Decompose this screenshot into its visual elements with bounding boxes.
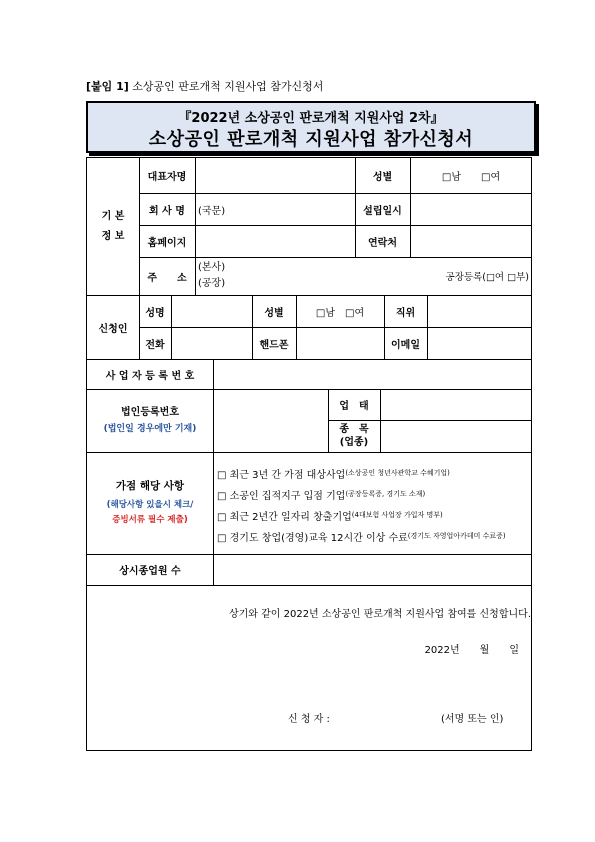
applicant-name-label: 성명 bbox=[145, 307, 165, 319]
corp-reg-label-cell bbox=[87, 389, 213, 452]
corp-reg-field[interactable] bbox=[214, 390, 327, 451]
bonus-note-1: (해당사항 있을시 체크/ bbox=[106, 499, 194, 510]
address-field[interactable] bbox=[198, 259, 398, 293]
page-title: 소상공인 판로개척 지원사업 참가신청서 bbox=[148, 129, 474, 150]
declaration-date[interactable]: 2022년 월 일 bbox=[424, 644, 519, 656]
address-hq: (본사) bbox=[198, 262, 226, 273]
address-label: 주 소 bbox=[147, 272, 187, 284]
bonus-item-4[interactable] bbox=[217, 527, 506, 545]
section-label-line: 정 보 bbox=[101, 230, 125, 242]
homepage-label: 홈페이지 bbox=[147, 237, 187, 249]
mobile-label: 핸드폰 bbox=[259, 339, 289, 351]
applicant-section-label: 신청인 bbox=[98, 323, 128, 335]
bonus-item-text: □ 최근 3년 간 가점 대상사업 bbox=[217, 469, 346, 481]
title-box bbox=[86, 101, 536, 153]
homepage-field[interactable] bbox=[196, 226, 354, 256]
applicant-gender-label: 성별 bbox=[264, 307, 284, 319]
attachment-title: 소상공인 판로개척 지원사업 참가신청서 bbox=[132, 80, 324, 93]
title-subline: 『2022년 소상공인 판로개척 지원사업 2차』 bbox=[178, 111, 444, 126]
phone-field[interactable] bbox=[172, 328, 251, 358]
gender-label: 성별 bbox=[372, 172, 393, 183]
declaration-text: 상기와 같이 2022년 소상공인 판로개척 지원사업 참여를 신청합니다. bbox=[228, 608, 531, 620]
business-item-text: 종 목 bbox=[339, 424, 369, 435]
business-item-label bbox=[328, 420, 380, 452]
bonus-item-1[interactable] bbox=[217, 464, 450, 482]
representative-field[interactable] bbox=[196, 159, 354, 192]
bonus-item-small: (공장등록증, 경기도 소재) bbox=[345, 490, 426, 498]
signature-field[interactable]: (서명 또는 인) bbox=[441, 713, 504, 725]
applicant-gender-options[interactable]: □남 □여 bbox=[315, 307, 365, 319]
position-field[interactable] bbox=[428, 296, 530, 326]
position-label: 직위 bbox=[395, 307, 416, 319]
factory-registration[interactable]: 공장등록(□여 □부) bbox=[445, 272, 529, 283]
corp-reg-label: 법인등록번호 bbox=[121, 406, 179, 418]
bonus-item-text: □ 소공인 집적지구 입점 기업 bbox=[217, 490, 346, 502]
company-name-field[interactable]: (국문) bbox=[198, 205, 226, 217]
bonus-item-small: (경기도 자영업아카데미 수료증) bbox=[407, 532, 506, 540]
business-item-field[interactable] bbox=[381, 421, 530, 451]
phone-label: 전화 bbox=[145, 339, 165, 351]
bonus-label: 가점 해당 사항 bbox=[115, 479, 185, 492]
contact-label: 연락처 bbox=[368, 237, 397, 249]
established-field[interactable] bbox=[411, 194, 530, 224]
business-reg-field[interactable] bbox=[214, 360, 530, 388]
business-type-label: 업 태 bbox=[339, 401, 369, 412]
employees-label: 상시종업원 수 bbox=[119, 566, 181, 577]
basic-info-section-label bbox=[87, 158, 139, 295]
email-label: 이메일 bbox=[391, 339, 420, 351]
company-name-label: 회 사 명 bbox=[149, 205, 185, 217]
bonus-note-2: 증빙서류 필수 제출) bbox=[112, 514, 188, 525]
address-factory: (공장) bbox=[198, 278, 226, 289]
gender-options[interactable]: □남 □여 bbox=[441, 172, 501, 183]
attachment-header bbox=[86, 78, 323, 94]
row-divider bbox=[87, 585, 531, 586]
employees-field[interactable] bbox=[214, 555, 530, 584]
bonus-item-3[interactable] bbox=[217, 506, 443, 524]
bonus-item-text: □ 최근 2년간 일자리 창출기업 bbox=[217, 511, 352, 523]
business-reg-label: 사 업 자 등 록 번 호 bbox=[105, 370, 195, 382]
representative-label: 대표자명 bbox=[147, 172, 187, 183]
bonus-label-cell bbox=[87, 452, 213, 554]
bonus-item-small: (소상공인 청년사관학교 수혜기업) bbox=[345, 469, 450, 477]
bonus-item-text: □ 경기도 창업(경영)교육 12시간 이상 수료 bbox=[217, 532, 408, 544]
applicant-signature-label: 신 청 자 : bbox=[288, 713, 330, 725]
mobile-field[interactable] bbox=[297, 328, 383, 358]
established-label: 설립일시 bbox=[363, 205, 402, 217]
section-label-line: 기 본 bbox=[101, 210, 125, 222]
bonus-item-small: (4대보험 사업장 가입자 명부) bbox=[351, 511, 443, 519]
business-item-sub: (업종) bbox=[339, 437, 369, 448]
application-form bbox=[86, 157, 532, 751]
contact-field[interactable] bbox=[411, 226, 530, 256]
bonus-item-2[interactable] bbox=[217, 485, 425, 503]
attachment-tag: [붙임 1] bbox=[86, 80, 129, 93]
business-type-field[interactable] bbox=[381, 390, 530, 419]
applicant-name-field[interactable] bbox=[172, 296, 251, 326]
email-field[interactable] bbox=[428, 328, 530, 358]
corp-reg-note: (법인일 경우에만 기재) bbox=[103, 423, 197, 434]
